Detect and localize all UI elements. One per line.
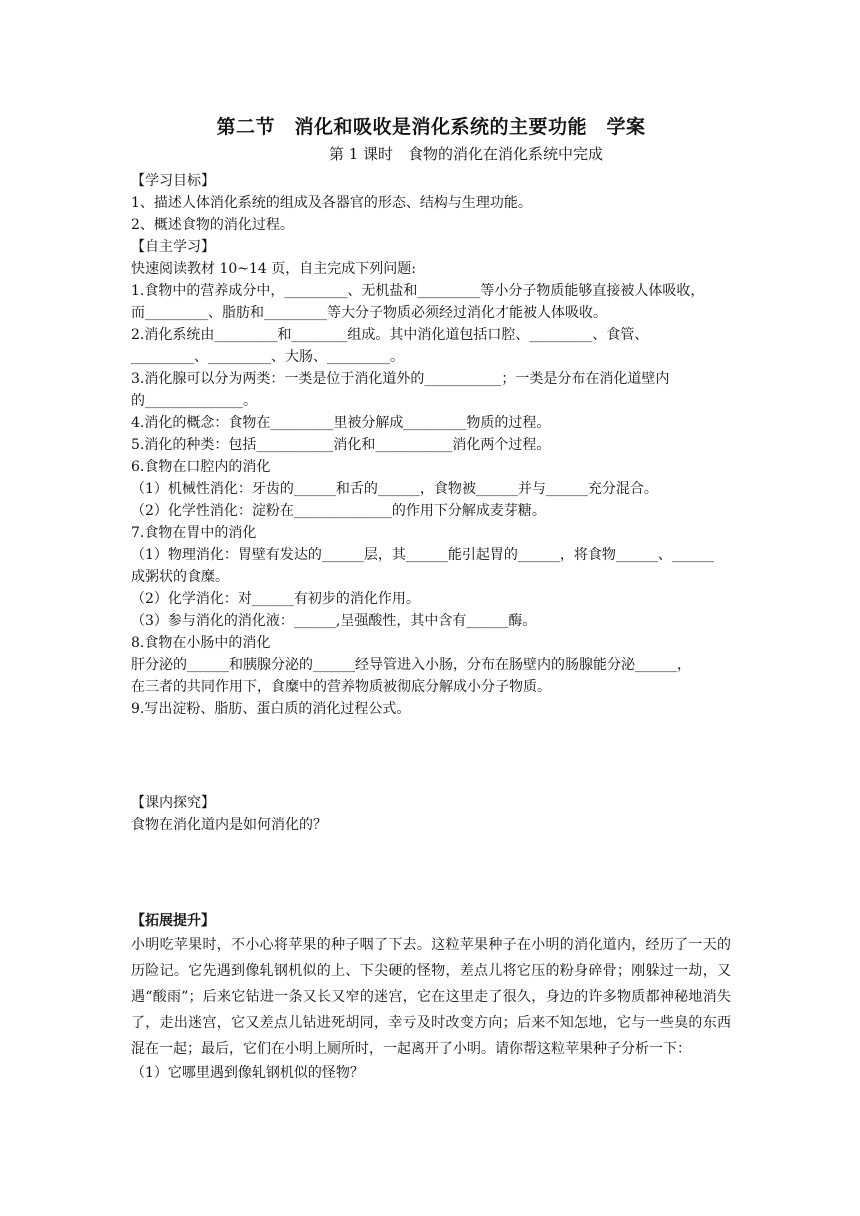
worksheet-page: [131, 112, 731, 1084]
answer-space: [131, 836, 731, 910]
question-line: （1）机械性消化：牙齿的______和舌的______，食物被______并与______充分混合。: [131, 481, 658, 497]
extension-header: 【拓展提升】: [131, 913, 215, 929]
question-line: 9.写出淀粉、脂肪、蛋白质的消化过程公式。: [131, 701, 411, 717]
question-line: 2.消化系统由_________和________组成。其中消化道包括口腔、_________、食管、: [131, 327, 649, 343]
question-line: 5.消化的种类：包括___________消化和___________消化两个过程。: [131, 437, 551, 453]
question-line: 4.消化的概念：食物在_________里被分解成_________物质的过程。: [131, 415, 551, 431]
question-line: 6.食物在口腔内的消化: [131, 459, 271, 475]
self-study-header: 【自主学习】: [131, 239, 215, 255]
page-title: 第二节 消化和吸收是消化系统的主要功能 学案: [216, 116, 646, 138]
question-line: 成粥状的食糜。: [131, 569, 229, 585]
question-line: （3）参与消化的消化液：______,呈强酸性，其中含有______酶。: [131, 613, 537, 629]
question-line: _________、_________、大肠、_________。: [131, 349, 404, 365]
answer-space: [131, 720, 731, 792]
question-line: （1）物理消化：胃壁有发达的______层，其______能引起胃的______，将食物______、______: [131, 547, 714, 563]
question-line: 的______________。: [131, 393, 257, 409]
question-line: （2）化学消化：对______有初步的消化作用。: [131, 591, 420, 607]
extension-story: 小明吃苹果时，不小心将苹果的种子咽了下去。这粒苹果种子在小明的消化道内，经历了一天的历险记。它先遇到像轧钢机似的上、下尖硬的怪物，差点儿将它压的粉身碎骨；刚躲过一劫，又遇“酸雨”；后来它钻进一条又长又窄的迷宫，它在这里走了很久，身边的许多物质都神秘地消失了，走出迷宫，它又差点儿钻进死胡同，幸亏及时改变方向；后来不知怎地，它与一些臭的东西混在一起；最后，它们在小明上厕所时，一起离开了小明。请你帮这粒苹果种子分析一下：: [131, 937, 731, 1057]
question-line: 8.食物在小肠中的消化: [131, 635, 271, 651]
question-line: 3.消化腺可以分为两类：一类是位于消化道外的___________；一类是分布在消化道壁内: [131, 371, 670, 387]
question-line: 在三者的共同作用下，食糜中的营养物质被彻底分解成小分子物质。: [131, 679, 551, 695]
objective-item: 1、描述人体消化系统的组成及各器官的形态、结构与生理功能。: [131, 195, 532, 211]
objective-item: 2、概述食物的消化过程。: [131, 217, 294, 233]
lesson-subtitle: 第 1 课时 食物的消化在消化系统中完成: [328, 145, 604, 163]
self-study-intro: 快速阅读教材 10~14 页，自主完成下列问题:: [131, 261, 416, 277]
question-line: 肝分泌的______和胰腺分泌的______经导管进入小肠，分布在肠壁内的肠腺能分泌______，: [131, 657, 691, 673]
extension-question: （1）它哪里遇到像轧钢机似的怪物？: [131, 1065, 364, 1081]
question-line: 1.食物中的营养成分中，_________、无机盐和_________等小分子物质能够直接被人体吸收，: [131, 283, 705, 299]
question-line: 7.食物在胃中的消化: [131, 525, 257, 541]
inquiry-header: 【课内探究】: [131, 795, 215, 811]
inquiry-question: 食物在消化道内是如何消化的？: [131, 817, 327, 833]
question-line: 而_________、脂肪和_________等大分子物质必须经过消化才能被人体吸收。: [131, 305, 607, 321]
question-line: （2）化学性消化：淀粉在______________的作用下分解成麦芽糖。: [131, 503, 546, 519]
objectives-header: 【学习目标】: [131, 173, 215, 189]
